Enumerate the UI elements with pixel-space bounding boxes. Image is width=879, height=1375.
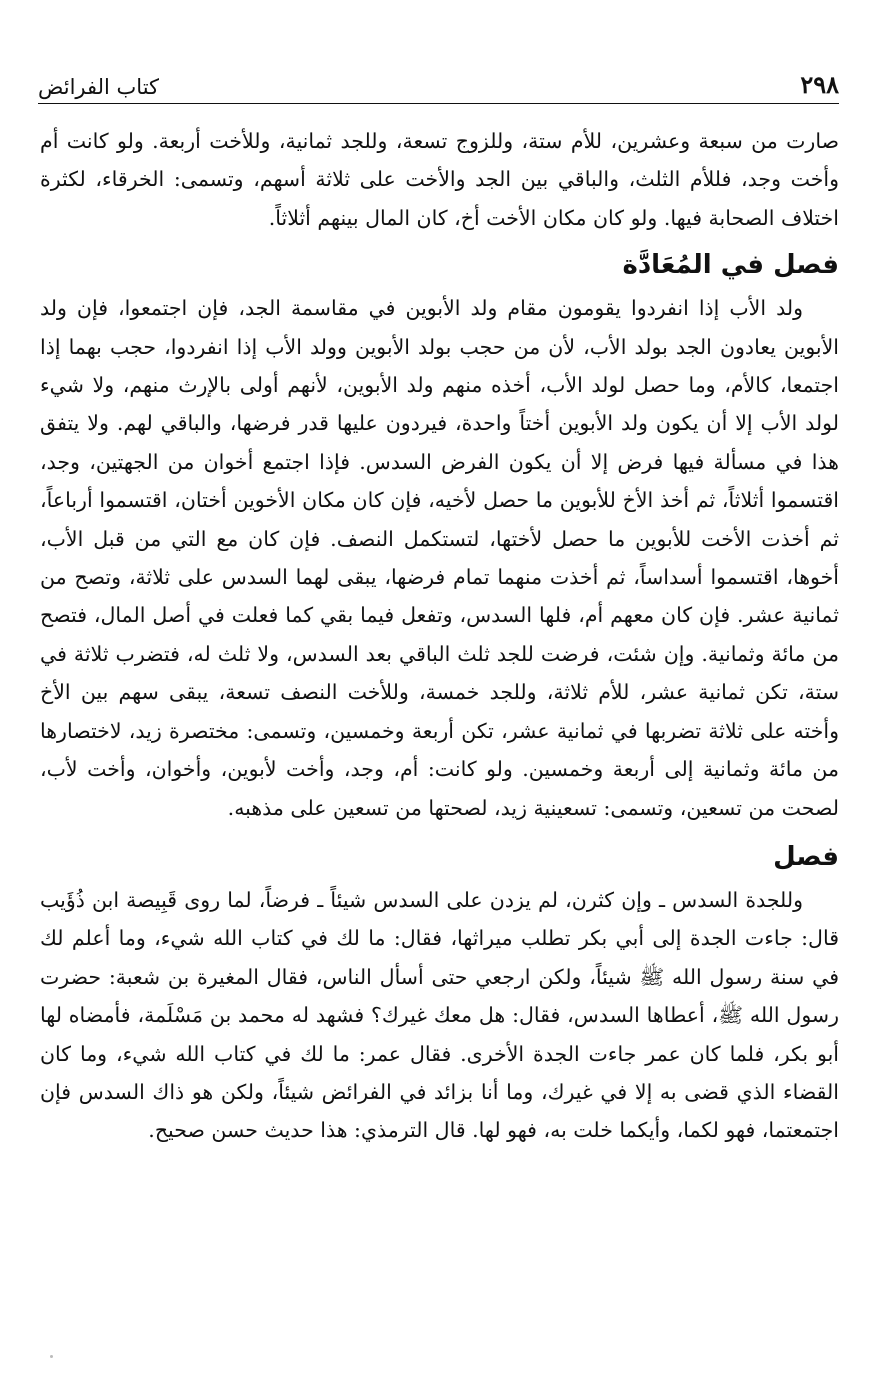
page-body [40,122,839,1150]
section-heading-muaadda: فصل في المُعَادَّة [622,250,839,281]
page-header [38,66,839,104]
running-title: كتاب الفرائض [38,75,160,99]
page-number: ٢٩٨ [800,70,839,99]
paragraph-grandmother: وللجدة السدس ـ وإن كثرن، لم يزدن على السدس شيئاً ـ فرضاً، لما روى قَبِيصة ابن ذُؤَيب قال: جاءت الجدة إلى أبي بكر تطلب ميراثها، فقال: ما لك في كتاب الله شيء، وما أعلم لك في سنة رسول الله ﷺ شيئاً، ولكن ارجعي حتى أسأل الناس، فقال المغيرة بن شعبة: حضرت رسول الله ﷺ، أعطاها السدس، فقال: هل معك غيرك؟ فشهد له محمد بن مَسْلَمة، فأمضاه لها أبو بكر، فلما كان عمر جاءت الجدة الأخرى. فقال عمر: ما لك في كتاب الله شيء، وما كان القضاء الذي قضى به إلا في غيرك، وما أنا بزائد في الفرائض شيئاً، ولكن هو ذاك السدس فإن اجتمعتما، فهو لكما، وأيكما خلت به، فهو لها. قال الترمذي: هذا حديث حسن صحيح. [40,887,839,1143]
scan-speck [50,1355,53,1358]
paragraph-continuation: صارت من سبعة وعشرين، للأم ستة، وللزوج تسعة، وللجد ثمانية، وللأخت أربعة. ولو كانت أم وأخت وجد، فللأم الثلث، والباقي بين الجد والأخت على ثلاثة أسهم، وتسمى: الخرقاء، لكثرة اختلاف الصحابة فيها. ولو كان مكان الأخت أخ، كان المال بينهم أثلاثاً. [40,129,839,230]
paragraph-muaadda: ولد الأب إذا انفردوا يقومون مقام ولد الأبوين في مقاسمة الجد، فإن اجتمعوا، فإن ولد الأبوين يعادون الجد بولد الأب، لأن من حجب بولد الأبوين وولد الأب إذا انفردوا، حجب بهما إذا اجتمعا، كالأم، وما حصل لولد الأب، أخذه منهم ولد الأبوين، لأنهم أولى بالإرث منهم، ولا شيء لولد الأب إلا أن يكون ولد الأبوين أختاً واحدة، فيردون عليها قدر فرضها، والباقي لهم. ولا يتفق هذا في مسألة فيها فرض إلا أن يكون الفرض السدس. فإذا اجتمع أخوان من الجهتين، وجد، اقتسموا أثلاثاً، ثم أخذ الأخ للأبوين ما حصل لأخيه، فإن كان مكان الأخوين أختان، اقتسموا أرباعاً، ثم أخذت الأخت للأبوين ما حصل لأختها، لتستكمل النصف. فإن كان مع التي من قبل الأب، أخوها، اقتسموا أسداساً، ثم أخذت منهما تمام فرضها، يبقى لهما السدس على ثلاثة، وتصح من ثمانية عشر. فإن كان معهم أم، فلها السدس، وتفعل فيما بقي كما فعلت في أصل المال، فتصح من مائة وثمانية. وإن شئت، فرضت للجد ثلث الباقي بعد السدس، ولا ثلث له، فتضرب ثلاثة في ستة، تكن ثمانية عشر، للأم ثلاثة، وللجد خمسة، وللأخت النصف تسعة، يبقى سهم بين الأخ وأخته على ثلاثة تضربها في ثمانية عشر، تكن أربعة وخمسين، وتسمى: مختصرة زيد، لاختصارها من مائة وثمانية إلى أربعة وخمسين. ولو كانت: أم، وجد، وأخت لأبوين، وأخوان، وأخت لأب، لصحت من تسعين، وتسمى: تسعينية زيد، لصحتها من تسعين على مذهبه. [40,296,839,820]
section-heading-fasl: فصل [773,841,839,872]
